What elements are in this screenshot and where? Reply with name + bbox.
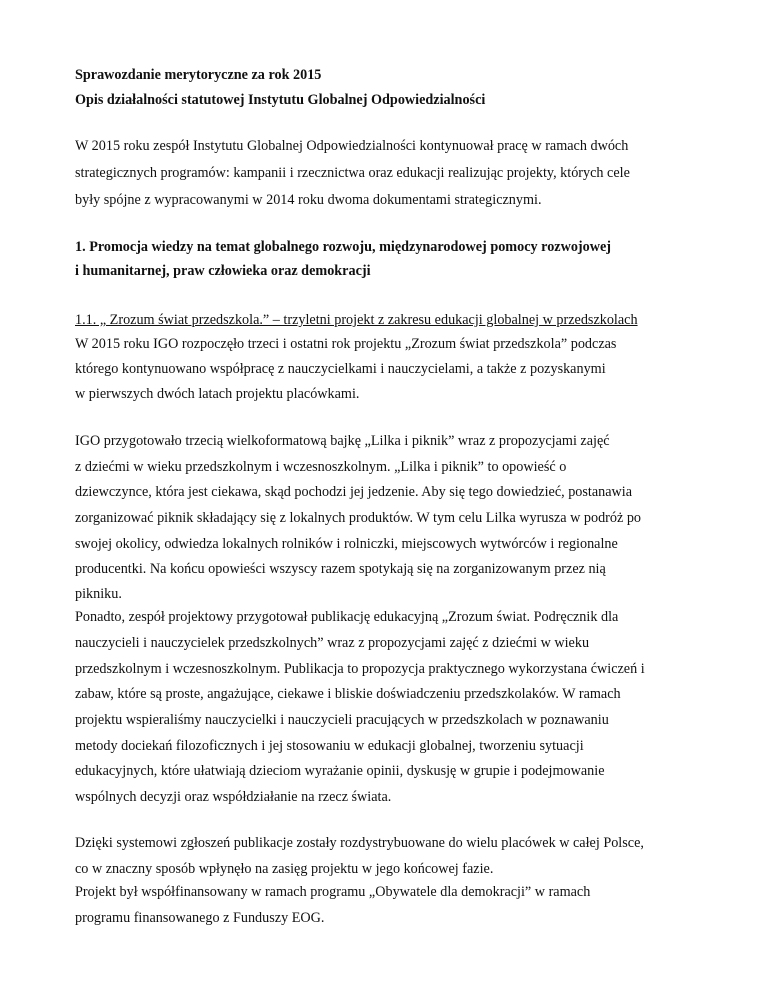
paragraph-line: Ponadto, zespół projektowy przygotował publikację edukacyjną „Zrozum świat. Podręcznik dla	[75, 609, 619, 625]
paragraph-line: z dziećmi w wieku przedszkolnym i wczesnoszkolnym. „Lilka i piknik” to opowieść o	[75, 459, 567, 475]
paragraph-line: metody dociekań filozoficznych i jej stosowaniu w edukacji globalnej, tworzeniu sytuacji	[75, 738, 584, 754]
paragraph-line: producentki. Na końcu opowieści wszyscy razem spotykają się na zorganizowanym przez nią	[75, 561, 606, 577]
paragraph-line: projektu wspieraliśmy nauczycielki i nauczycieli pracujących w przedszkolach w poznawaniu	[75, 712, 609, 728]
paragraph-line: przedszkolnym i wczesnoszkolnym. Publikacja to propozycja praktycznego wykorzystana ćwiczeń i	[75, 661, 645, 677]
paragraph-line: edukacyjnych, które ułatwiają dzieciom wyrażanie opinii, dyskusję w grupie i podejmowanie	[75, 763, 605, 779]
paragraph-line: którego kontynuowano współpracę z nauczycielkami i nauczycielami, a także z pozyskanymi	[75, 361, 606, 377]
paragraph-line: IGO przygotowało trzecią wielkoformatową bajkę „Lilka i piknik” wraz z propozycjami zajęć	[75, 433, 610, 449]
subsection-heading: 1.1. „ Zrozum świat przedszkola.” – trzyletni projekt z zakresu edukacji globalnej w przedszkolach	[75, 312, 638, 328]
paragraph-line: co w znaczny sposób wpłynęło na zasięg projektu w jego końcowej fazie.	[75, 861, 494, 877]
section-heading: i humanitarnej, praw człowieka oraz demokracji	[75, 263, 371, 279]
paragraph-line: pikniku.	[75, 586, 122, 602]
document-title: Sprawozdanie merytoryczne za rok 2015	[75, 67, 322, 83]
document-subtitle: Opis działalności statutowej Instytutu Globalnej Odpowiedzialności	[75, 92, 486, 108]
paragraph-line: nauczycieli i nauczycielek przedszkolnych” wraz z propozycjami zajęć z dziećmi w wieku	[75, 635, 590, 651]
paragraph-line: Dzięki systemowi zgłoszeń publikacje zostały rozdystrybuowane do wielu placówek w całej Polsce,	[75, 835, 644, 851]
paragraph-line: zorganizować piknik składający się z lokalnych produktów. W tym celu Lilka wyrusza w podróż po	[75, 510, 642, 526]
intro-line: były spójne z wypracowanymi w 2014 roku dwoma dokumentami strategicznymi.	[75, 192, 542, 208]
paragraph-line: W 2015 roku IGO rozpoczęło trzeci i ostatni rok projektu „Zrozum świat przedszkola” podczas	[75, 336, 617, 352]
paragraph-line: zabaw, które są proste, angażujące, ciekawe i bliskie doświadczeniu przedszkolaków. W ramach	[75, 686, 621, 702]
paragraph-line: wspólnych decyzji oraz współdziałanie na rzecz świata.	[75, 789, 392, 805]
section-heading: 1. Promocja wiedzy na temat globalnego rozwoju, międzynarodowej pomocy rozwojowej	[75, 239, 612, 255]
intro-line: strategicznych programów: kampanii i rzecznictwa oraz edukacji realizując projekty, których cele	[75, 165, 630, 181]
paragraph-line: programu finansowanego z Funduszy EOG.	[75, 910, 325, 926]
intro-line: W 2015 roku zespół Instytutu Globalnej Odpowiedzialności kontynuował pracę w ramach dwóch	[75, 138, 629, 154]
paragraph-line: w pierwszych dwóch latach projektu placówkami.	[75, 386, 360, 402]
paragraph-line: Projekt był współfinansowany w ramach programu „Obywatele dla demokracji” w ramach	[75, 884, 591, 900]
paragraph-line: swojej okolicy, odwiedza lokalnych rolników i rolniczki, miejscowych wytwórców i regionalne	[75, 536, 618, 552]
paragraph-line: dziewczynce, która jest ciekawa, skąd pochodzi jej jedzenie. Aby się tego dowiedzieć, postanawia	[75, 484, 633, 500]
